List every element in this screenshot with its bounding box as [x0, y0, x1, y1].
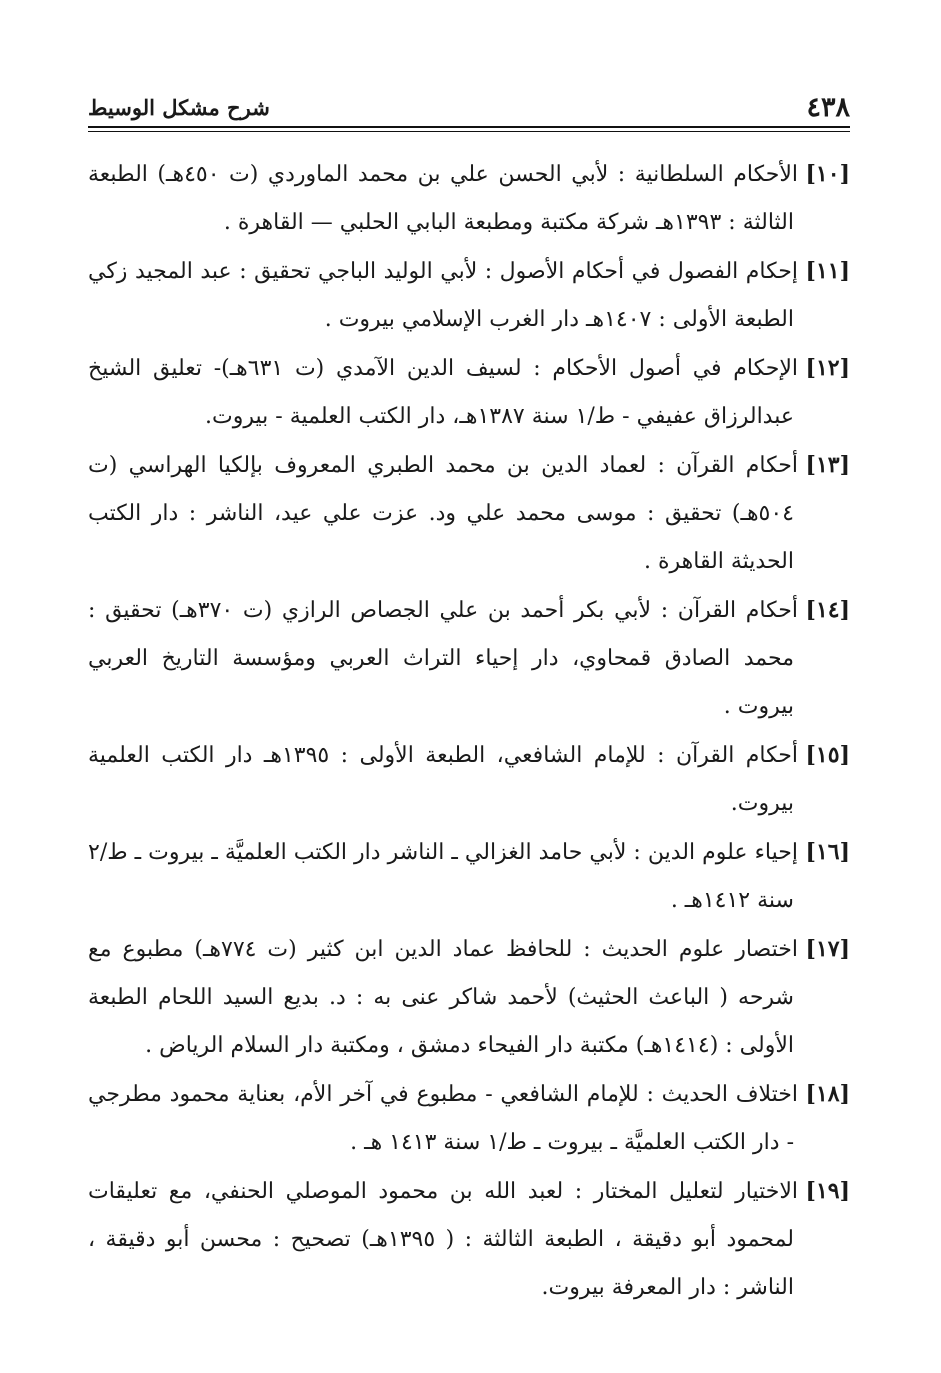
reference-text: إحياء علوم الدين : لأبي حامد الغزالي ـ الناشر دار الكتب العلميَّة ـ بيروت ـ ط/٢ سنة ١٤١٢هـ . — [88, 840, 798, 913]
reference-number: [١٦] — [805, 839, 850, 865]
reference-number: [١٤] — [805, 597, 850, 623]
reference-number: [١٩] — [805, 1178, 850, 1204]
reference-entry — [88, 828, 850, 925]
reference-entry — [88, 925, 850, 1070]
reference-number: [١٨] — [805, 1081, 850, 1107]
reference-text: اختلاف الحديث : للإمام الشافعي - مطبوع في آخر الأم، بعناية محمود مطرجي - دار الكتب العلميَّة ـ بيروت ـ ط/١ سنة ١٤١٣ هـ . — [88, 1082, 798, 1155]
reference-number: [١٧] — [805, 936, 850, 962]
reference-entry — [88, 731, 850, 828]
reference-list — [88, 150, 850, 1312]
reference-number: [١١] — [805, 258, 850, 284]
reference-text: اختصار علوم الحديث : للحافظ عماد الدين ابن كثير (ت ٧٧٤هـ) مطبوع مع شرحه ( الباعث الحثيث) لأحمد شاكر عنى به : د. بديع السيد اللحام الطبعة الأولى : (١٤١٤هـ) مكتبة دار الفيحاء دمشق ، ومكتبة دار السلام الرياض . — [88, 937, 798, 1058]
reference-text: الأحكام السلطانية : لأبي الحسن علي بن محمد الماوردي (ت ٤٥٠هـ) الطبعة الثالثة : ١٣٩٣هـ شركة مكتبة ومطبعة البابي الحلبي — القاهرة . — [88, 162, 798, 235]
reference-text: إحكام الفصول في أحكام الأصول : لأبي الوليد الباجي تحقيق : عبد المجيد زكي الطبعة الأولى : ١٤٠٧هـ دار الغرب الإسلامي بيروت . — [88, 259, 798, 332]
reference-entry — [88, 247, 850, 344]
reference-text: الإحكام في أصول الأحكام : لسيف الدين الآمدي (ت ٦٣١هـ)- تعليق الشيخ عبدالرزاق عفيفي - ط/١ سنة ١٣٨٧هـ، دار الكتب العلمية - بيروت. — [88, 356, 798, 429]
reference-text: الاختيار لتعليل المختار : لعبد الله بن محمود الموصلي الحنفي، مع تعليقات لمحمود أبو دقيقة ، الطبعة الثالثة : ( ١٣٩٥هـ) تصحيح : محسن أبو دقيقة ، الناشر : دار المعرفة بيروت. — [88, 1179, 798, 1300]
reference-number: [١٥] — [805, 742, 850, 768]
reference-number: [١٢] — [805, 355, 850, 381]
page-header — [88, 92, 850, 128]
reference-entry — [88, 441, 850, 586]
header-rule — [88, 126, 850, 128]
reference-text: أحكام القرآن : للإمام الشافعي، الطبعة الأولى : ١٣٩٥هـ دار الكتب العلمية بيروت. — [88, 743, 798, 816]
reference-entry — [88, 150, 850, 247]
running-title: شرح مشكل الوسيط — [88, 95, 270, 120]
reference-number: [١٣] — [805, 452, 850, 478]
reference-entry — [88, 1167, 850, 1312]
page-number: ٤٣٨ — [806, 92, 850, 123]
reference-text: أحكام القرآن : لأبي بكر أحمد بن علي الجصاص الرازي (ت ٣٧٠هـ) تحقيق : محمد الصادق قمحاوي، دار إحياء التراث العربي ومؤسسة التاريخ العربي بيروت . — [88, 598, 798, 719]
reference-entry — [88, 344, 850, 441]
header-rule-thin — [88, 131, 850, 132]
reference-number: [١٠] — [805, 161, 850, 187]
reference-text: أحكام القرآن : لعماد الدين بن محمد الطبري المعروف بإلكيا الهراسي (ت ٥٠٤هـ) تحقيق : موسى محمد علي ود. عزت علي عيد، الناشر : دار الكتب الحديثة القاهرة . — [88, 453, 798, 574]
reference-entry — [88, 1070, 850, 1167]
reference-entry — [88, 586, 850, 731]
